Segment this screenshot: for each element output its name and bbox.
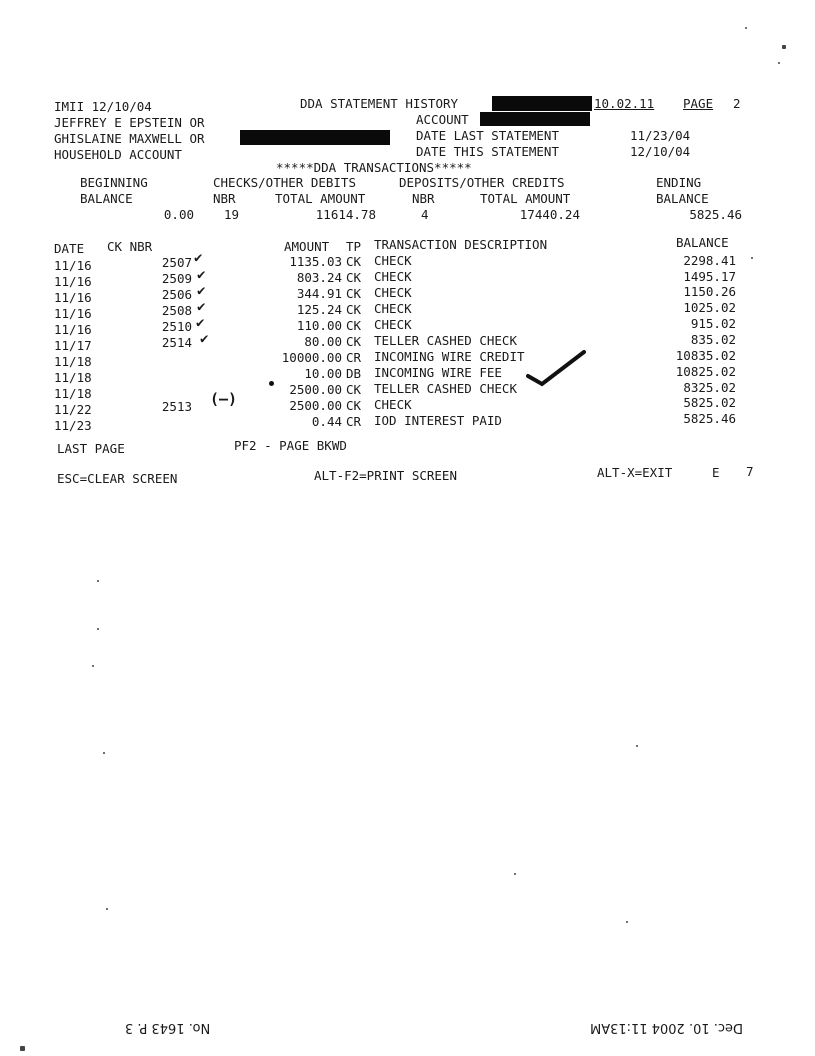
redaction-bar (480, 112, 590, 126)
debits-label: CHECKS/OTHER DEBITS (213, 175, 356, 190)
scan-speck (106, 908, 108, 910)
row-description: IOD INTEREST PAID (374, 413, 502, 428)
row-type: CK (346, 270, 362, 285)
scan-speck (626, 921, 628, 923)
row-type: CK (346, 334, 362, 349)
debit-total: 11614.78 (315, 207, 376, 222)
scan-speck (751, 257, 753, 259)
row-check-number: 2508 (161, 303, 192, 318)
account-label: ACCOUNT (416, 112, 469, 127)
debit-count: 19 (224, 207, 240, 222)
ending-balance: 5825.46 (689, 207, 742, 222)
row-balance: 915.02 (690, 316, 736, 331)
row-description: INCOMING WIRE FEE (374, 365, 502, 380)
row-check-number: 2507 (161, 255, 192, 270)
print-screen-key[interactable]: ALT-F2=PRINT SCREEN (314, 468, 457, 483)
row-date: 11/18 (54, 354, 92, 369)
account-holder-line-1: JEFFREY E EPSTEIN OR (54, 115, 205, 130)
row-balance: 5825.46 (683, 411, 736, 426)
scan-speck (745, 27, 747, 29)
row-description: CHECK (374, 253, 412, 268)
page-number: 2 (733, 96, 741, 111)
col-date: DATE (54, 241, 85, 256)
col-tp: TP (346, 239, 362, 254)
row-check-number: 2513 (161, 399, 192, 414)
row-amount: 0.44 (311, 414, 342, 429)
row-date: 11/17 (54, 338, 92, 353)
credit-nbr-label: NBR (412, 191, 435, 206)
row-description: CHECK (374, 301, 412, 316)
row-balance: 2298.41 (683, 253, 736, 268)
row-date: 11/16 (54, 306, 92, 321)
last-statement-label: DATE LAST STATEMENT (416, 128, 559, 143)
scan-speck (514, 873, 516, 875)
row-type: CK (346, 302, 362, 317)
section-banner: *****DDA TRANSACTIONS***** (276, 160, 472, 175)
scan-speck (782, 45, 786, 49)
clear-screen-key[interactable]: ESC=CLEAR SCREEN (57, 471, 178, 486)
row-type: CK (346, 398, 362, 413)
timestamp: 10.02.11 (594, 96, 655, 111)
row-date: 11/23 (54, 418, 92, 433)
check-mark-icon: ✔ (200, 331, 209, 347)
row-amount: 803.24 (296, 270, 342, 285)
check-mark-icon: ✔ (197, 267, 206, 283)
row-amount: 80.00 (304, 334, 342, 349)
scan-speck (97, 580, 99, 582)
e-flag: E (712, 465, 720, 480)
row-date: 11/16 (54, 258, 92, 273)
row-description: TELLER CASHED CHECK (374, 333, 517, 348)
row-check-number: 2510 (161, 319, 192, 334)
scan-speck (103, 752, 105, 754)
row-description: TELLER CASHED CHECK (374, 381, 517, 396)
check-mark-icon: ✔ (197, 283, 206, 299)
redaction-bar (240, 130, 390, 145)
page-title: DDA STATEMENT HISTORY (300, 96, 459, 111)
row-balance: 1150.26 (683, 284, 736, 299)
row-type: CK (346, 254, 362, 269)
scan-speck (97, 628, 99, 630)
row-balance: 10835.02 (675, 348, 736, 363)
row-description: CHECK (374, 397, 412, 412)
row-date: 11/16 (54, 322, 92, 337)
fax-timestamp: Dec. 10. 2004 11:13AM (590, 1020, 744, 1035)
row-amount: 2500.00 (289, 398, 342, 413)
row-type: CR (346, 414, 362, 429)
page-label: PAGE (683, 96, 714, 111)
row-balance: 1025.02 (683, 300, 736, 315)
row-balance: 1495.17 (683, 269, 736, 284)
scan-speck (636, 745, 638, 747)
row-amount: 1135.03 (289, 254, 342, 269)
account-holder-line-3: HOUSEHOLD ACCOUNT (54, 147, 182, 162)
row-balance: 835.02 (690, 332, 736, 347)
row-amount: 125.24 (296, 302, 342, 317)
debit-nbr-label: NBR (213, 191, 236, 206)
row-amount: 2500.00 (289, 382, 342, 397)
row-date: 11/18 (54, 386, 92, 401)
beginning-label: BEGINNING (80, 175, 148, 190)
row-balance: 8325.02 (683, 380, 736, 395)
beginning-balance-label: BALANCE (80, 191, 133, 206)
scan-speck (778, 62, 780, 64)
this-statement-date: 12/10/04 (630, 144, 691, 159)
row-date: 11/18 (54, 370, 92, 385)
bracket-mark: (—) (210, 390, 238, 408)
number-flag: 7 (746, 464, 754, 479)
beginning-balance-value: 0.00 (163, 207, 194, 222)
redaction-bar (492, 96, 592, 111)
page-back-key[interactable]: PF2 - PAGE BKWD (234, 438, 347, 453)
scan-speck (20, 1046, 25, 1051)
row-amount: 10.00 (304, 366, 342, 381)
row-check-number: 2509 (161, 271, 192, 286)
last-statement-date: 11/23/04 (630, 128, 691, 143)
ending-label: ENDING (656, 175, 702, 190)
check-mark-icon: ✔ (196, 315, 205, 331)
scan-speck (92, 665, 94, 667)
row-amount: 110.00 (296, 318, 342, 333)
row-date: 11/16 (54, 274, 92, 289)
row-check-number: 2514 (161, 335, 192, 350)
col-description: TRANSACTION DESCRIPTION (374, 237, 548, 252)
dot-mark (269, 381, 274, 386)
ending-balance-label: BALANCE (656, 191, 709, 206)
col-ck-nbr: CK NBR (107, 239, 153, 254)
this-statement-label: DATE THIS STATEMENT (416, 144, 559, 159)
row-type: DB (346, 366, 362, 381)
row-amount: 344.91 (296, 286, 342, 301)
credit-count: 4 (421, 207, 429, 222)
row-date: 11/16 (54, 290, 92, 305)
col-amount: AMOUNT (284, 239, 330, 254)
row-balance: 10825.02 (675, 364, 736, 379)
credit-total: 17440.24 (519, 207, 580, 222)
row-type: CK (346, 382, 362, 397)
check-mark-icon: ✔ (197, 299, 206, 315)
credit-total-label: TOTAL AMOUNT (480, 191, 571, 206)
row-description: CHECK (374, 269, 412, 284)
col-balance: BALANCE (676, 235, 729, 250)
debit-total-label: TOTAL AMOUNT (275, 191, 366, 206)
account-holder-line-2: GHISLAINE MAXWELL OR (54, 131, 205, 146)
row-description: CHECK (374, 317, 412, 332)
row-description: CHECK (374, 285, 412, 300)
row-description: INCOMING WIRE CREDIT (374, 349, 525, 364)
check-mark-icon: ✔ (194, 250, 203, 266)
row-type: CK (346, 318, 362, 333)
credits-label: DEPOSITS/OTHER CREDITS (399, 175, 565, 190)
fax-page-number: No. 1643 P. 3 (125, 1020, 211, 1035)
row-type: CK (346, 286, 362, 301)
row-amount: 10000.00 (281, 350, 342, 365)
row-balance: 5825.02 (683, 395, 736, 410)
row-type: CR (346, 350, 362, 365)
exit-key[interactable]: ALT-X=EXIT (597, 465, 673, 480)
system-date: IMII 12/10/04 (54, 99, 152, 114)
row-check-number: 2506 (161, 287, 192, 302)
row-date: 11/22 (54, 402, 92, 417)
last-page-label: LAST PAGE (57, 441, 125, 456)
check-mark-icon (520, 348, 590, 388)
